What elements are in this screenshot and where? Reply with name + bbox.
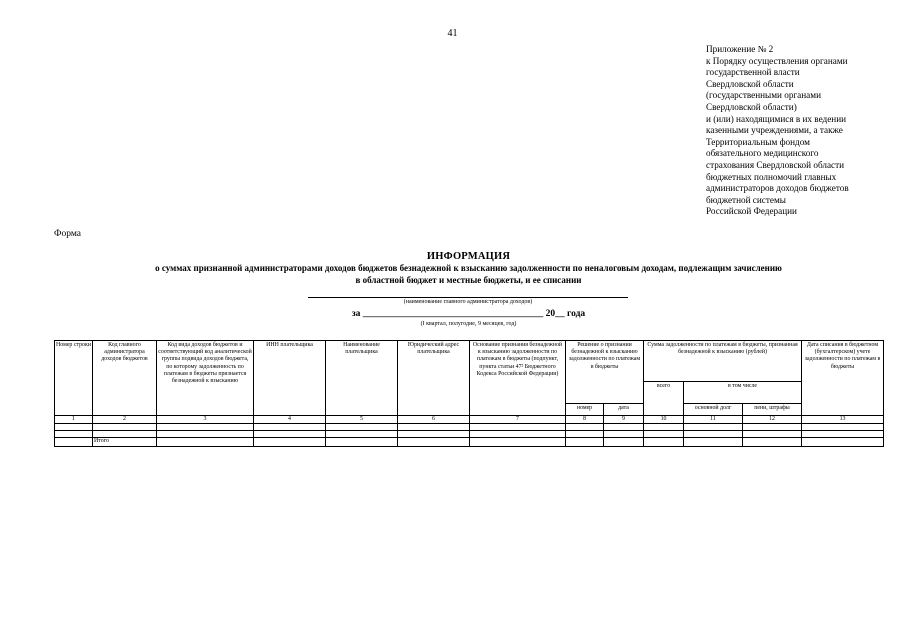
column-number: 10 [644,416,684,424]
table-cell [566,438,604,447]
header-row-1 [55,341,884,382]
header-cell: основной долг [684,404,743,416]
period-line: за ______________________________________ 20__ года [351,309,586,319]
table-cell [398,424,470,431]
table-row [55,424,884,431]
table-cell [326,438,398,447]
appendix-line: казенными учреждениями, а также [706,125,843,136]
table-cell [55,424,93,431]
total-label: Итого [93,438,157,447]
appendix-line: и (или) находящимися в их ведении [706,113,847,124]
table-cell [604,424,644,431]
header-cell: Наименование плательщика [326,341,398,416]
table-cell [157,438,254,447]
column-number: 6 [398,416,470,424]
table-cell [470,431,566,438]
table-cell [254,438,326,447]
table-cell [326,424,398,431]
header-cell: в том числе [684,382,802,404]
appendix-line: (государственными органами [706,90,821,101]
table-cell [802,438,884,447]
table-cell [644,431,684,438]
form-label: Форма [54,229,82,239]
table-cell [802,424,884,431]
info-table [54,340,884,447]
table-cell [157,424,254,431]
document-title [54,251,883,286]
column-number: 13 [802,416,884,424]
appendix-line: Российской Федерации [706,206,797,217]
title-line-2: в областной бюджет и местные бюджеты, и ее списании [355,275,582,285]
column-number: 2 [93,416,157,424]
table-cell [326,431,398,438]
table-cell [398,438,470,447]
column-number-row [55,416,884,424]
admin-caption: (наименование главного администратора доходов) [403,299,533,305]
appendix-line: бюджетных полномочий главных [706,171,837,182]
column-number: 7 [470,416,566,424]
table-cell [93,424,157,431]
table-cell [55,431,93,438]
column-number: 5 [326,416,398,424]
header-cell: ИНН плательщика [254,341,326,416]
table-cell [470,424,566,431]
header-cell: Основание признания безнадежной к взысканию задолженности по платежам в бюджеты (подпункт, пункта статьи 47² Бюджетного Кодекса Российской Федерации) [470,341,566,416]
appendix-line: к Порядку осуществления органами [706,55,848,66]
column-number: 1 [55,416,93,424]
appendix-line: обязательного медицинского [706,148,819,159]
table-cell [604,438,644,447]
table-cell [254,431,326,438]
table-cell [802,431,884,438]
title-main: ИНФОРМАЦИЯ [426,251,511,262]
table-cell [644,438,684,447]
column-number: 11 [684,416,743,424]
header-cell: Номер строки [55,341,93,416]
appendix-block [706,44,886,218]
header-cell: Сумма задолженности по платежам в бюджеты, признанная безнадежной к взысканию (рублей) [644,341,802,382]
table-cell [684,431,743,438]
table-cell [743,431,802,438]
header-cell: дата [604,404,644,416]
table-cell [566,431,604,438]
table-cell [157,431,254,438]
page-number: 41 [447,28,458,39]
table-cell [743,424,802,431]
header-cell: Код главного администратора доходов бюджетов [93,341,157,416]
header-cell: номер [566,404,604,416]
header-cell: Код вида доходов бюджетов и соответствующий код аналитической группы подвида доходов бюджета, по которому задолженность по платежам в бюджеты признается безнадежной к взысканию [157,341,254,416]
period-caption: (I квартал, полугодие, 9 месяцев, год) [420,321,517,327]
table-cell [566,424,604,431]
column-number: 8 [566,416,604,424]
column-number: 3 [157,416,254,424]
header-cell: всего [644,382,684,416]
table-cell [644,424,684,431]
appendix-line: Свердловской области [706,78,794,89]
table-cell [684,438,743,447]
table-cell [55,438,93,447]
column-number: 12 [743,416,802,424]
table-cell [254,424,326,431]
header-cell: Решение о признании безнадежной к взысканию задолженности по платежам в бюджеты [566,341,644,404]
appendix-line: бюджетной системы [706,194,786,205]
admin-name-line [308,297,628,298]
appendix-line: государственной власти [706,67,800,78]
appendix-line: администраторов доходов бюджетов [706,183,849,194]
header-cell: Дата списания в бюджетном (бухгалтерском) учете задолженности по платежам в бюджеты [802,341,884,416]
appendix-line: страхования Свердловской области [706,159,845,170]
total-row [55,438,884,447]
appendix-line: Территориальным фондом [706,136,810,147]
table-cell [684,424,743,431]
appendix-line: Свердловской области) [706,101,797,112]
table-cell [398,431,470,438]
table-cell [604,431,644,438]
table-cell [470,438,566,447]
table-cell [743,438,802,447]
header-cell: пени, штрафы [743,404,802,416]
column-number: 4 [254,416,326,424]
table-cell [93,431,157,438]
appendix-line: Приложение № 2 [706,44,774,54]
title-line-1: о суммах признанной администраторами доходов бюджетов безнадежной к взысканию задолженности по неналоговым доходам, подлежащим зачислению [155,263,782,273]
column-number: 9 [604,416,644,424]
header-cell: Юридический адрес плательщика [398,341,470,416]
table-row [55,431,884,438]
